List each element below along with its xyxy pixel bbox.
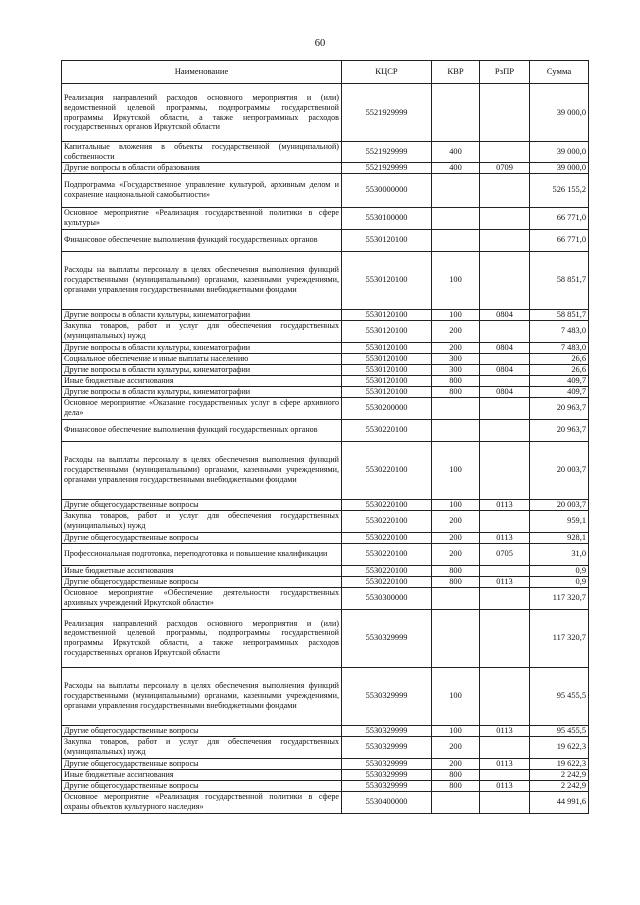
row-code: 5530329999 xyxy=(342,667,432,725)
row-sum: 409,7 xyxy=(530,375,589,386)
row-kvr: 300 xyxy=(432,353,480,364)
row-rzpr xyxy=(480,587,530,609)
table-body xyxy=(62,84,589,814)
table-row xyxy=(62,386,589,397)
row-kvr: 200 xyxy=(432,510,480,532)
row-kvr: 100 xyxy=(432,309,480,320)
table-row xyxy=(62,791,589,813)
header-name: Наименование xyxy=(62,61,342,84)
row-sum: 20 003,7 xyxy=(530,441,589,499)
row-kvr xyxy=(432,419,480,441)
table-row xyxy=(62,397,589,419)
table-row xyxy=(62,667,589,725)
table-row xyxy=(62,609,589,667)
row-sum: 7 483,0 xyxy=(530,342,589,353)
row-rzpr xyxy=(480,769,530,780)
table-row xyxy=(62,419,589,441)
row-name: Другие вопросы в области культуры, кинематографии xyxy=(62,364,342,375)
row-name: Закупка товаров, работ и услуг для обеспечения государственных (муниципальных) нужд xyxy=(62,736,342,758)
row-sum: 66 771,0 xyxy=(530,229,589,251)
row-code: 5530329999 xyxy=(342,780,432,791)
row-sum: 31,0 xyxy=(530,543,589,565)
row-rzpr: 0804 xyxy=(480,386,530,397)
row-sum: 7 483,0 xyxy=(530,320,589,342)
row-kvr: 800 xyxy=(432,576,480,587)
row-code: 5530329999 xyxy=(342,769,432,780)
row-name: Социальное обеспечение и иные выплаты населению xyxy=(62,353,342,364)
row-rzpr: 0113 xyxy=(480,532,530,543)
table-row xyxy=(62,769,589,780)
row-sum: 39 000,0 xyxy=(530,162,589,173)
table-row xyxy=(62,441,589,499)
row-name: Расходы на выплаты персоналу в целях обеспечения выполнения функций государственными (муниципальными) органами, казенными учреждениями, органами управления государственными внебюджетными фондами xyxy=(62,441,342,499)
row-rzpr xyxy=(480,375,530,386)
row-code: 5530220100 xyxy=(342,543,432,565)
row-kvr: 200 xyxy=(432,543,480,565)
row-rzpr: 0804 xyxy=(480,309,530,320)
row-name: Основное мероприятие «Реализация государственной политики в сфере охраны объектов культурного наследия» xyxy=(62,791,342,813)
row-name: Другие общегосударственные вопросы xyxy=(62,780,342,791)
table-row xyxy=(62,587,589,609)
row-code: 5530120100 xyxy=(342,229,432,251)
row-name: Иные бюджетные ассигнования xyxy=(62,565,342,576)
row-rzpr xyxy=(480,419,530,441)
row-name: Другие вопросы в области культуры, кинематографии xyxy=(62,386,342,397)
row-sum: 95 455,5 xyxy=(530,667,589,725)
table-row xyxy=(62,499,589,510)
table-row xyxy=(62,207,589,229)
row-sum: 95 455,5 xyxy=(530,725,589,736)
row-code: 5530120100 xyxy=(342,309,432,320)
table-row xyxy=(62,320,589,342)
row-name: Другие общегосударственные вопросы xyxy=(62,576,342,587)
table-row xyxy=(62,162,589,173)
row-kvr: 200 xyxy=(432,736,480,758)
budget-table xyxy=(61,60,589,814)
row-code: 5530220100 xyxy=(342,565,432,576)
row-name: Закупка товаров, работ и услуг для обеспечения государственных (муниципальных) нужд xyxy=(62,320,342,342)
row-sum: 19 622,3 xyxy=(530,758,589,769)
row-sum: 20 003,7 xyxy=(530,499,589,510)
row-rzpr: 0113 xyxy=(480,780,530,791)
header-sum: Сумма xyxy=(530,61,589,84)
row-kvr: 200 xyxy=(432,532,480,543)
row-code: 5530220100 xyxy=(342,532,432,543)
row-code: 5530220100 xyxy=(342,576,432,587)
row-kvr: 800 xyxy=(432,565,480,576)
header-code: КЦСР xyxy=(342,61,432,84)
row-name: Подпрограмма «Государственное управление культурой, архивным делом и сохранение национальной самобытности» xyxy=(62,173,342,207)
row-rzpr xyxy=(480,397,530,419)
row-sum: 20 963,7 xyxy=(530,397,589,419)
row-kvr xyxy=(432,609,480,667)
row-code: 5530120100 xyxy=(342,353,432,364)
row-name: Капитальные вложения в объекты государственной (муниципальной) собственности xyxy=(62,142,342,163)
row-name: Основное мероприятие «Оказание государственных услуг в сфере архивного дела» xyxy=(62,397,342,419)
row-rzpr xyxy=(480,229,530,251)
row-name: Финансовое обеспечение выполнения функций государственных органов xyxy=(62,229,342,251)
row-name: Другие вопросы в области культуры, кинематографии xyxy=(62,342,342,353)
row-code: 5530120100 xyxy=(342,375,432,386)
row-rzpr xyxy=(480,510,530,532)
row-name: Другие общегосударственные вопросы xyxy=(62,758,342,769)
row-kvr: 400 xyxy=(432,162,480,173)
table-header-row xyxy=(62,61,589,84)
row-kvr: 100 xyxy=(432,499,480,510)
row-name: Другие вопросы в области культуры, кинематографии xyxy=(62,309,342,320)
table-row xyxy=(62,780,589,791)
row-rzpr xyxy=(480,142,530,163)
row-code: 5530329999 xyxy=(342,758,432,769)
row-name: Расходы на выплаты персоналу в целях обеспечения выполнения функций государственными (муниципальными) органами, казенными учреждениями, органами управления государственными внебюджетными фондами xyxy=(62,667,342,725)
row-sum: 0,9 xyxy=(530,565,589,576)
row-rzpr xyxy=(480,791,530,813)
row-code: 5521929999 xyxy=(342,142,432,163)
table-row xyxy=(62,142,589,163)
row-rzpr: 0709 xyxy=(480,162,530,173)
header-kvr: КВР xyxy=(432,61,480,84)
row-rzpr xyxy=(480,667,530,725)
row-rzpr xyxy=(480,609,530,667)
row-rzpr xyxy=(480,207,530,229)
row-rzpr: 0113 xyxy=(480,499,530,510)
row-code: 5530220100 xyxy=(342,499,432,510)
table-row xyxy=(62,309,589,320)
row-kvr: 200 xyxy=(432,320,480,342)
row-rzpr: 0804 xyxy=(480,364,530,375)
row-rzpr xyxy=(480,736,530,758)
row-name: Основное мероприятие «Реализация государственной политики в сфере культуры» xyxy=(62,207,342,229)
row-name: Другие общегосударственные вопросы xyxy=(62,532,342,543)
row-rzpr xyxy=(480,173,530,207)
row-sum: 409,7 xyxy=(530,386,589,397)
table-row xyxy=(62,84,589,142)
row-code: 5530000000 xyxy=(342,173,432,207)
table-row xyxy=(62,375,589,386)
row-sum: 26,6 xyxy=(530,353,589,364)
row-sum: 39 000,0 xyxy=(530,142,589,163)
row-sum: 928,1 xyxy=(530,532,589,543)
row-kvr xyxy=(432,397,480,419)
row-kvr xyxy=(432,791,480,813)
table-row xyxy=(62,229,589,251)
row-sum: 39 000,0 xyxy=(530,84,589,142)
row-kvr: 800 xyxy=(432,386,480,397)
row-sum: 117 320,7 xyxy=(530,587,589,609)
row-name: Реализация направлений расходов основного мероприятия и (или) ведомственной целевой программы, подпрограммы государственной программы Иркутской области, а также непрограммных расходов государственных органов Иркутской области xyxy=(62,84,342,142)
row-code: 5530120100 xyxy=(342,386,432,397)
row-sum: 0,9 xyxy=(530,576,589,587)
row-sum: 26,6 xyxy=(530,364,589,375)
table-row xyxy=(62,736,589,758)
row-name: Финансовое обеспечение выполнения функций государственных органов xyxy=(62,419,342,441)
table-row xyxy=(62,173,589,207)
row-sum: 19 622,3 xyxy=(530,736,589,758)
table-row xyxy=(62,532,589,543)
row-rzpr xyxy=(480,441,530,499)
row-name: Другие общегосударственные вопросы xyxy=(62,499,342,510)
row-rzpr: 0113 xyxy=(480,758,530,769)
table-row xyxy=(62,725,589,736)
row-kvr: 100 xyxy=(432,725,480,736)
row-code: 5530220100 xyxy=(342,419,432,441)
row-name: Реализация направлений расходов основного мероприятия и (или) ведомственной целевой программы, подпрограммы государственной программы Иркутской области, а также непрограммных расходов государственных органов Иркутской области xyxy=(62,609,342,667)
row-sum: 44 991,6 xyxy=(530,791,589,813)
row-name: Профессиональная подготовка, переподготовка и повышение квалификации xyxy=(62,543,342,565)
row-kvr: 100 xyxy=(432,667,480,725)
row-code: 5530329999 xyxy=(342,736,432,758)
row-rzpr xyxy=(480,84,530,142)
row-code: 5530120100 xyxy=(342,320,432,342)
row-code: 5521929999 xyxy=(342,84,432,142)
row-sum: 117 320,7 xyxy=(530,609,589,667)
row-sum: 2 242,9 xyxy=(530,769,589,780)
table-row xyxy=(62,758,589,769)
table-row xyxy=(62,251,589,309)
row-sum: 20 963,7 xyxy=(530,419,589,441)
row-sum: 526 155,2 xyxy=(530,173,589,207)
row-sum: 959,1 xyxy=(530,510,589,532)
row-code: 5521929999 xyxy=(342,162,432,173)
row-rzpr: 0705 xyxy=(480,543,530,565)
row-name: Закупка товаров, работ и услуг для обеспечения государственных (муниципальных) нужд xyxy=(62,510,342,532)
table-row xyxy=(62,364,589,375)
row-code: 5530300000 xyxy=(342,587,432,609)
table-row xyxy=(62,353,589,364)
row-rzpr xyxy=(480,251,530,309)
row-rzpr: 0804 xyxy=(480,342,530,353)
row-code: 5530120100 xyxy=(342,342,432,353)
table-row xyxy=(62,342,589,353)
row-code: 5530220100 xyxy=(342,441,432,499)
row-kvr: 100 xyxy=(432,251,480,309)
row-rzpr xyxy=(480,565,530,576)
row-rzpr: 0113 xyxy=(480,725,530,736)
row-sum: 2 242,9 xyxy=(530,780,589,791)
row-code: 5530100000 xyxy=(342,207,432,229)
row-code: 5530329999 xyxy=(342,725,432,736)
row-kvr: 200 xyxy=(432,342,480,353)
row-sum: 58 851,7 xyxy=(530,251,589,309)
row-kvr: 300 xyxy=(432,364,480,375)
row-code: 5530220100 xyxy=(342,510,432,532)
row-name: Иные бюджетные ассигнования xyxy=(62,769,342,780)
row-name: Другие вопросы в области образования xyxy=(62,162,342,173)
row-kvr: 100 xyxy=(432,441,480,499)
row-kvr: 800 xyxy=(432,780,480,791)
page-number: 60 xyxy=(314,38,326,49)
table-row xyxy=(62,543,589,565)
row-rzpr xyxy=(480,353,530,364)
row-code: 5530329999 xyxy=(342,609,432,667)
row-kvr xyxy=(432,207,480,229)
row-sum: 66 771,0 xyxy=(530,207,589,229)
row-name: Расходы на выплаты персоналу в целях обеспечения выполнения функций государственными (муниципальными) органами, казенными учреждениями, органами управления государственными внебюджетными фондами xyxy=(62,251,342,309)
table-row xyxy=(62,510,589,532)
row-kvr xyxy=(432,84,480,142)
row-code: 5530120100 xyxy=(342,364,432,375)
row-name: Иные бюджетные ассигнования xyxy=(62,375,342,386)
row-sum: 58 851,7 xyxy=(530,309,589,320)
header-rzpr: РзПР xyxy=(480,61,530,84)
row-kvr xyxy=(432,229,480,251)
row-kvr xyxy=(432,587,480,609)
row-kvr: 400 xyxy=(432,142,480,163)
row-kvr: 800 xyxy=(432,769,480,780)
table-row xyxy=(62,565,589,576)
row-kvr xyxy=(432,173,480,207)
row-rzpr: 0113 xyxy=(480,576,530,587)
row-kvr: 200 xyxy=(432,758,480,769)
row-rzpr xyxy=(480,320,530,342)
row-name: Основное мероприятие «Обеспечение деятельности государственных архивных учреждений Иркутской области» xyxy=(62,587,342,609)
row-code: 5530120100 xyxy=(342,251,432,309)
table-row xyxy=(62,576,589,587)
row-code: 5530200000 xyxy=(342,397,432,419)
row-code: 5530400000 xyxy=(342,791,432,813)
row-kvr: 800 xyxy=(432,375,480,386)
row-name: Другие общегосударственные вопросы xyxy=(62,725,342,736)
